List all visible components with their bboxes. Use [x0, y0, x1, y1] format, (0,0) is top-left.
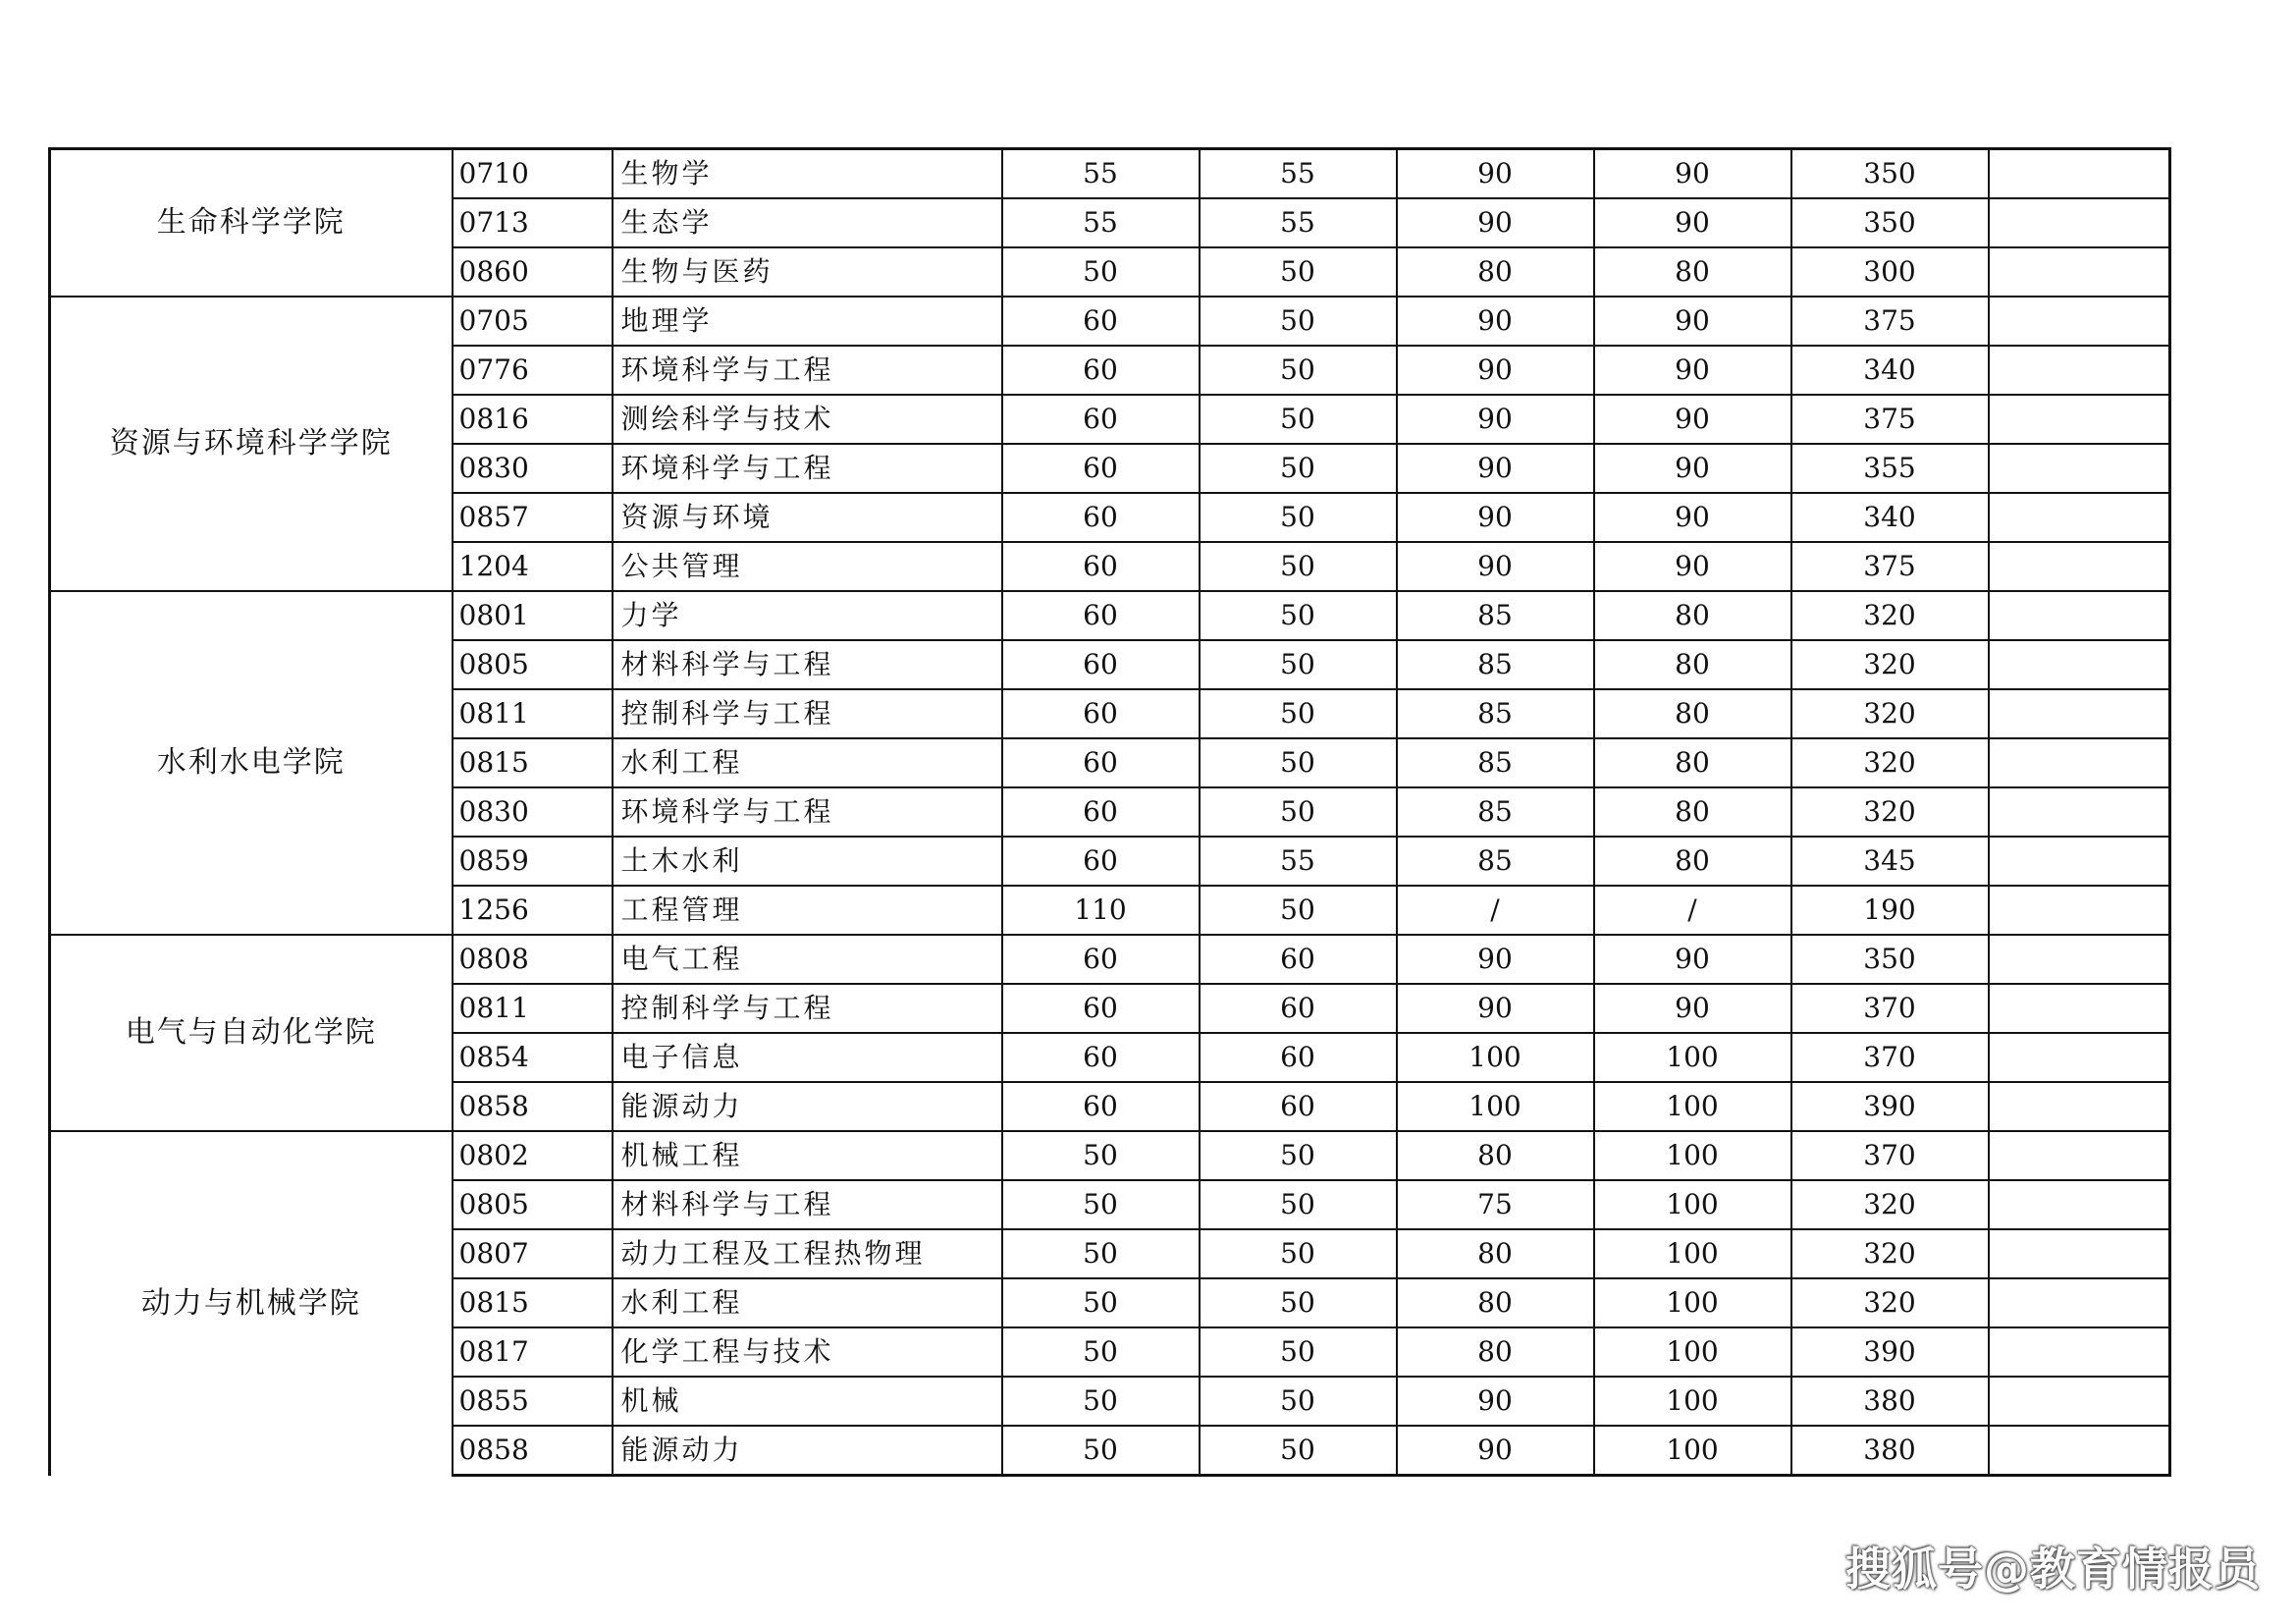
score-politics-cell: 55: [1002, 198, 1200, 247]
score-foreign-language-cell: 55: [1200, 837, 1397, 886]
score-politics-cell: 50: [1002, 1327, 1200, 1377]
score-subject-2-cell: /: [1594, 886, 1791, 935]
major-code-cell: 0710: [453, 149, 613, 199]
note-cell: [1989, 542, 2170, 591]
score-foreign-language-cell: 50: [1200, 542, 1397, 591]
score-total-cell: 340: [1791, 346, 1989, 395]
major-name-cell: 水利工程: [613, 1278, 1002, 1327]
major-name-cell: 机械工程: [613, 1131, 1002, 1180]
score-politics-cell: 60: [1002, 689, 1200, 738]
major-code-cell: 0713: [453, 198, 613, 247]
major-code-cell: 0816: [453, 395, 613, 444]
major-code-cell: 0811: [453, 689, 613, 738]
score-subject-1-cell: 85: [1397, 689, 1594, 738]
score-subject-1-cell: 100: [1397, 1082, 1594, 1131]
score-subject-2-cell: 90: [1594, 984, 1791, 1033]
score-politics-cell: 60: [1002, 640, 1200, 689]
score-total-cell: 320: [1791, 787, 1989, 837]
score-foreign-language-cell: 50: [1200, 1131, 1397, 1180]
score-foreign-language-cell: 50: [1200, 787, 1397, 837]
major-code-cell: 0815: [453, 738, 613, 787]
note-cell: [1989, 1229, 2170, 1278]
score-subject-1-cell: 90: [1397, 1377, 1594, 1426]
score-total-cell: 350: [1791, 935, 1989, 984]
major-name-cell: 生物与医药: [613, 247, 1002, 297]
watermark: 搜狐号@教育情报员: [1845, 1543, 2261, 1596]
score-total-cell: 375: [1791, 395, 1989, 444]
score-subject-1-cell: 90: [1397, 346, 1594, 395]
note-cell: [1989, 1082, 2170, 1131]
score-subject-1-cell: 100: [1397, 1033, 1594, 1082]
table-row: [50, 591, 2170, 640]
college-cell: 生命科学学院: [50, 149, 453, 298]
score-foreign-language-cell: 50: [1200, 738, 1397, 787]
score-politics-cell: 60: [1002, 1033, 1200, 1082]
major-name-cell: 动力工程及工程热物理: [613, 1229, 1002, 1278]
score-total-cell: 320: [1791, 1229, 1989, 1278]
score-foreign-language-cell: 50: [1200, 1278, 1397, 1327]
major-code-cell: 0858: [453, 1082, 613, 1131]
score-foreign-language-cell: 50: [1200, 444, 1397, 493]
score-subject-2-cell: 90: [1594, 395, 1791, 444]
score-subject-1-cell: 85: [1397, 738, 1594, 787]
score-subject-2-cell: 80: [1594, 787, 1791, 837]
score-subject-2-cell: 100: [1594, 1131, 1791, 1180]
score-subject-2-cell: 100: [1594, 1229, 1791, 1278]
note-cell: [1989, 1377, 2170, 1426]
score-subject-2-cell: 100: [1594, 1426, 1791, 1476]
score-politics-cell: 60: [1002, 297, 1200, 346]
score-subject-1-cell: 85: [1397, 787, 1594, 837]
major-name-cell: 电子信息: [613, 1033, 1002, 1082]
note-cell: [1989, 640, 2170, 689]
score-subject-2-cell: 90: [1594, 198, 1791, 247]
score-subject-2-cell: 90: [1594, 444, 1791, 493]
score-subject-1-cell: 90: [1397, 1426, 1594, 1476]
score-foreign-language-cell: 60: [1200, 1033, 1397, 1082]
score-total-cell: 190: [1791, 886, 1989, 935]
major-name-cell: 环境科学与工程: [613, 346, 1002, 395]
score-foreign-language-cell: 50: [1200, 395, 1397, 444]
score-total-cell: 370: [1791, 984, 1989, 1033]
score-total-cell: 320: [1791, 640, 1989, 689]
score-total-cell: 390: [1791, 1082, 1989, 1131]
score-politics-cell: 60: [1002, 591, 1200, 640]
score-subject-1-cell: 90: [1397, 984, 1594, 1033]
note-cell: [1989, 198, 2170, 247]
score-politics-cell: 55: [1002, 149, 1200, 199]
score-politics-cell: 50: [1002, 1278, 1200, 1327]
score-subject-2-cell: 80: [1594, 591, 1791, 640]
major-name-cell: 控制科学与工程: [613, 984, 1002, 1033]
score-total-cell: 370: [1791, 1033, 1989, 1082]
score-table: [48, 147, 2171, 1477]
note-cell: [1989, 493, 2170, 542]
major-code-cell: 0776: [453, 346, 613, 395]
college-cell: 动力与机械学院: [50, 1131, 453, 1476]
major-name-cell: 生态学: [613, 198, 1002, 247]
note-cell: [1989, 1327, 2170, 1377]
major-code-cell: 1204: [453, 542, 613, 591]
score-subject-2-cell: 100: [1594, 1180, 1791, 1229]
major-name-cell: 控制科学与工程: [613, 689, 1002, 738]
score-subject-2-cell: 90: [1594, 149, 1791, 199]
score-foreign-language-cell: 50: [1200, 689, 1397, 738]
score-subject-1-cell: 90: [1397, 444, 1594, 493]
score-foreign-language-cell: 60: [1200, 935, 1397, 984]
score-politics-cell: 50: [1002, 1377, 1200, 1426]
note-cell: [1989, 591, 2170, 640]
score-subject-2-cell: 80: [1594, 689, 1791, 738]
major-code-cell: 0830: [453, 787, 613, 837]
note-cell: [1989, 689, 2170, 738]
major-name-cell: 水利工程: [613, 738, 1002, 787]
score-politics-cell: 60: [1002, 1082, 1200, 1131]
score-foreign-language-cell: 50: [1200, 297, 1397, 346]
note-cell: [1989, 149, 2170, 199]
score-foreign-language-cell: 50: [1200, 640, 1397, 689]
score-subject-2-cell: 90: [1594, 935, 1791, 984]
major-code-cell: 0815: [453, 1278, 613, 1327]
note-cell: [1989, 1180, 2170, 1229]
note-cell: [1989, 787, 2170, 837]
major-name-cell: 能源动力: [613, 1082, 1002, 1131]
note-cell: [1989, 837, 2170, 886]
score-subject-1-cell: 85: [1397, 591, 1594, 640]
major-code-cell: 0811: [453, 984, 613, 1033]
score-politics-cell: 50: [1002, 1426, 1200, 1476]
score-subject-2-cell: 100: [1594, 1327, 1791, 1377]
score-subject-2-cell: 90: [1594, 297, 1791, 346]
score-politics-cell: 60: [1002, 837, 1200, 886]
score-politics-cell: 60: [1002, 984, 1200, 1033]
major-name-cell: 力学: [613, 591, 1002, 640]
score-subject-1-cell: 90: [1397, 542, 1594, 591]
score-foreign-language-cell: 60: [1200, 984, 1397, 1033]
score-foreign-language-cell: 55: [1200, 198, 1397, 247]
note-cell: [1989, 738, 2170, 787]
major-name-cell: 材料科学与工程: [613, 640, 1002, 689]
score-subject-2-cell: 80: [1594, 738, 1791, 787]
major-name-cell: 测绘科学与技术: [613, 395, 1002, 444]
score-total-cell: 345: [1791, 837, 1989, 886]
score-politics-cell: 50: [1002, 1180, 1200, 1229]
score-subject-2-cell: 80: [1594, 247, 1791, 297]
major-code-cell: 0858: [453, 1426, 613, 1476]
major-name-cell: 机械: [613, 1377, 1002, 1426]
score-subject-2-cell: 100: [1594, 1033, 1791, 1082]
score-subject-1-cell: 90: [1397, 198, 1594, 247]
score-foreign-language-cell: 60: [1200, 1082, 1397, 1131]
table-row: [50, 297, 2170, 346]
major-name-cell: 资源与环境: [613, 493, 1002, 542]
table-row: [50, 1131, 2170, 1180]
note-cell: [1989, 984, 2170, 1033]
note-cell: [1989, 395, 2170, 444]
note-cell: [1989, 346, 2170, 395]
score-foreign-language-cell: 50: [1200, 1426, 1397, 1476]
major-name-cell: 地理学: [613, 297, 1002, 346]
college-cell: 水利水电学院: [50, 591, 453, 935]
major-name-cell: 环境科学与工程: [613, 444, 1002, 493]
major-code-cell: 0805: [453, 1180, 613, 1229]
score-politics-cell: 60: [1002, 346, 1200, 395]
major-name-cell: 工程管理: [613, 886, 1002, 935]
score-politics-cell: 60: [1002, 738, 1200, 787]
score-total-cell: 355: [1791, 444, 1989, 493]
score-subject-1-cell: 90: [1397, 493, 1594, 542]
major-code-cell: 0857: [453, 493, 613, 542]
score-total-cell: 375: [1791, 297, 1989, 346]
major-code-cell: 0808: [453, 935, 613, 984]
score-politics-cell: 60: [1002, 493, 1200, 542]
table-body: [50, 149, 2170, 1476]
table-row: [50, 149, 2170, 199]
score-subject-1-cell: 85: [1397, 837, 1594, 886]
score-subject-1-cell: 85: [1397, 640, 1594, 689]
score-total-cell: 375: [1791, 542, 1989, 591]
major-code-cell: 0802: [453, 1131, 613, 1180]
score-foreign-language-cell: 55: [1200, 149, 1397, 199]
note-cell: [1989, 297, 2170, 346]
score-total-cell: 320: [1791, 738, 1989, 787]
score-politics-cell: 60: [1002, 542, 1200, 591]
score-total-cell: 320: [1791, 1278, 1989, 1327]
score-total-cell: 380: [1791, 1426, 1989, 1476]
score-total-cell: 380: [1791, 1377, 1989, 1426]
score-politics-cell: 50: [1002, 247, 1200, 297]
note-cell: [1989, 247, 2170, 297]
score-politics-cell: 50: [1002, 1131, 1200, 1180]
major-name-cell: 生物学: [613, 149, 1002, 199]
major-name-cell: 能源动力: [613, 1426, 1002, 1476]
major-code-cell: 0860: [453, 247, 613, 297]
score-politics-cell: 60: [1002, 444, 1200, 493]
score-subject-1-cell: 80: [1397, 1327, 1594, 1377]
major-code-cell: 0854: [453, 1033, 613, 1082]
note-cell: [1989, 444, 2170, 493]
score-foreign-language-cell: 50: [1200, 1327, 1397, 1377]
score-subject-2-cell: 80: [1594, 837, 1791, 886]
score-subject-1-cell: 80: [1397, 1229, 1594, 1278]
score-subject-2-cell: 100: [1594, 1377, 1791, 1426]
score-subject-2-cell: 90: [1594, 542, 1791, 591]
score-foreign-language-cell: 50: [1200, 247, 1397, 297]
score-subject-1-cell: 90: [1397, 149, 1594, 199]
major-code-cell: 0817: [453, 1327, 613, 1377]
major-code-cell: 0855: [453, 1377, 613, 1426]
major-name-cell: 公共管理: [613, 542, 1002, 591]
score-politics-cell: 60: [1002, 395, 1200, 444]
note-cell: [1989, 1426, 2170, 1476]
note-cell: [1989, 886, 2170, 935]
score-total-cell: 300: [1791, 247, 1989, 297]
score-subject-1-cell: 90: [1397, 395, 1594, 444]
score-politics-cell: 50: [1002, 1229, 1200, 1278]
score-foreign-language-cell: 50: [1200, 591, 1397, 640]
score-subject-1-cell: /: [1397, 886, 1594, 935]
score-subject-2-cell: 100: [1594, 1278, 1791, 1327]
major-code-cell: 0805: [453, 640, 613, 689]
score-foreign-language-cell: 50: [1200, 346, 1397, 395]
score-subject-2-cell: 90: [1594, 493, 1791, 542]
score-total-cell: 340: [1791, 493, 1989, 542]
score-subject-1-cell: 75: [1397, 1180, 1594, 1229]
score-subject-2-cell: 80: [1594, 640, 1791, 689]
major-name-cell: 化学工程与技术: [613, 1327, 1002, 1377]
major-code-cell: 0830: [453, 444, 613, 493]
major-name-cell: 材料科学与工程: [613, 1180, 1002, 1229]
score-politics-cell: 110: [1002, 886, 1200, 935]
major-code-cell: 0705: [453, 297, 613, 346]
note-cell: [1989, 1033, 2170, 1082]
major-name-cell: 环境科学与工程: [613, 787, 1002, 837]
score-politics-cell: 60: [1002, 787, 1200, 837]
major-code-cell: 1256: [453, 886, 613, 935]
college-cell: 资源与环境科学学院: [50, 297, 453, 591]
score-subject-1-cell: 90: [1397, 297, 1594, 346]
major-code-cell: 0801: [453, 591, 613, 640]
score-subject-1-cell: 80: [1397, 247, 1594, 297]
score-total-cell: 320: [1791, 591, 1989, 640]
table-row: [50, 935, 2170, 984]
college-cell: 电气与自动化学院: [50, 935, 453, 1131]
score-foreign-language-cell: 50: [1200, 886, 1397, 935]
major-name-cell: 土木水利: [613, 837, 1002, 886]
major-code-cell: 0807: [453, 1229, 613, 1278]
note-cell: [1989, 1131, 2170, 1180]
score-total-cell: 350: [1791, 149, 1989, 199]
score-total-cell: 370: [1791, 1131, 1989, 1180]
score-politics-cell: 60: [1002, 935, 1200, 984]
score-subject-2-cell: 100: [1594, 1082, 1791, 1131]
note-cell: [1989, 935, 2170, 984]
score-subject-1-cell: 80: [1397, 1131, 1594, 1180]
score-subject-1-cell: 80: [1397, 1278, 1594, 1327]
note-cell: [1989, 1278, 2170, 1327]
score-total-cell: 390: [1791, 1327, 1989, 1377]
score-foreign-language-cell: 50: [1200, 1229, 1397, 1278]
score-total-cell: 350: [1791, 198, 1989, 247]
major-name-cell: 电气工程: [613, 935, 1002, 984]
score-foreign-language-cell: 50: [1200, 1180, 1397, 1229]
score-foreign-language-cell: 50: [1200, 1377, 1397, 1426]
score-total-cell: 320: [1791, 1180, 1989, 1229]
score-total-cell: 320: [1791, 689, 1989, 738]
score-foreign-language-cell: 50: [1200, 493, 1397, 542]
score-subject-2-cell: 90: [1594, 346, 1791, 395]
score-subject-1-cell: 90: [1397, 935, 1594, 984]
major-code-cell: 0859: [453, 837, 613, 886]
